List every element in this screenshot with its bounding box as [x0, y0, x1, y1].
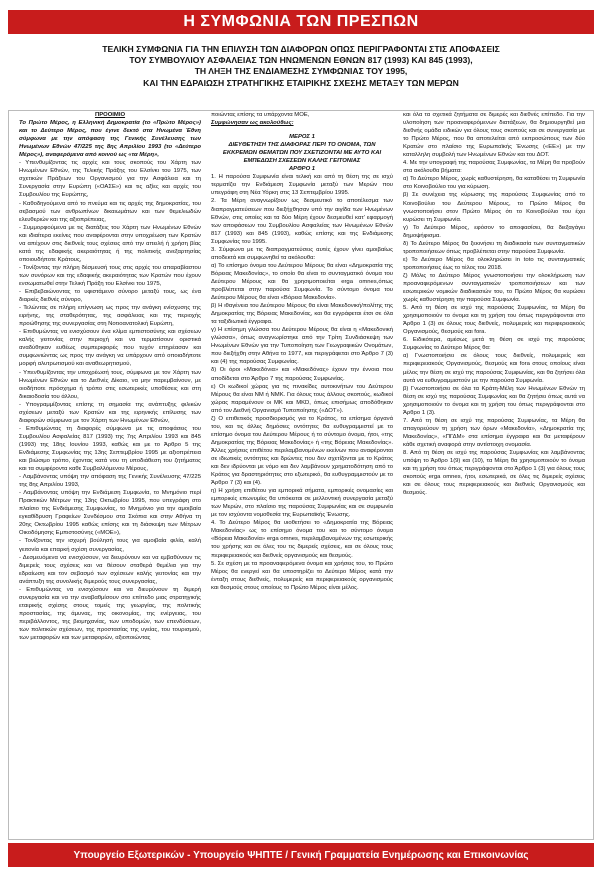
section-heading: ΠΡΟΟΙΜΙΟ: [94, 112, 126, 118]
paragraph: - Τονίζοντας την ισχυρή βούλησή τους για αμοιβαία φιλία, καλή γειτονία και επαρκή σχέση συνεργασίας,: [19, 538, 201, 553]
paragraph: - Τονίζοντας την πλήρη δέσμευσή τους στις αρχές του απαραβίαστου των συνόρων και της εδαφικής ακεραιότητας των Κρατών που έχουν ενσωματωθεί στην Τελική Πράξη του Ελσίνκι του 1975,: [19, 264, 201, 287]
paragraph: δ) Οι όροι «Μακεδόνια» και «Μακεδόνας» έχουν την έννοια που αποδίδεται στο Άρθρο 7 της παρούσας Συμφωνίας.: [211, 367, 393, 382]
paragraph: ζ) Μόλις το Δεύτερο Μέρος γνωστοποιήσει την ολοκλήρωση των προαναφερόμενων συνταγματικών τροποποιήσεων και των εσωτερικών νομικών διαδικασιών του, το Πρώτο Μέρος θα κυρώσει χωρίς καθυστέρηση την παρούσα Συμφωνία.: [403, 272, 585, 304]
title-banner: [8, 10, 594, 34]
paragraph: α) Το Δεύτερο Μέρος, χωρίς καθυστέρηση, θα καταθέσει τη Συμφωνία στο Κοινοβούλιο του για κύρωση.: [403, 176, 585, 191]
paragraph: - Δεσμευόμενα να ενισχύσουν, να διευρύνουν και να εμβαθύνουν τις διμερείς τους σχέσεις και να θέσουν σταθερά θεμέλια για την εδραίωση και τον σεβασμό των σχέσεων καλής γειτονίας και την ανάπτυξη της συνολικής διμερούς τους συνεργασίας,: [19, 554, 201, 585]
agreement-heading: [14, 44, 588, 89]
paragraph: 5. Από τη θέση σε ισχύ της παρούσας Συμφωνίας, τα Μέρη θα χρησιμοποιούν το όνομα και τη χρήση του όπως περιγράφονται στο Άρθρο 1 (3) σε όλους τους διεθνείς, πολυμερείς και περιφερειακούς Οργανισμούς, θεσμούς και fora.: [403, 305, 585, 336]
paragraph: ποιώντας επίσης τα υπάρχοντα ΜΟΕ,: [211, 112, 310, 118]
paragraph: 3. Σύμφωνα με τις διαπραγματεύσεις αυτές έχουν γίνει αμοιβαίως αποδεκτά και συμφωνηθεί τα ακόλουθα:: [211, 246, 393, 261]
part-subheading: ΔΙΕΥΘΕΤΗΣΗ ΤΗΣ ΔΙΑΦΟΡΑΣ ΠΕΡΙ ΤΟ ΟΝΟΜΑ, ΤΩΝ ΕΚΚΡΕΜΩΝ ΘΕΜΑΤΩΝ ΠΟΥ ΣΧΕΤΙΖΟΝΤΑΙ ΜΕ ΑΥΤΟ ΚΑΙ ΕΜΠΕΔΩΣΗ ΣΧΕΣΕΩΝ ΚΑΛΗΣ ΓΕΙΤΟΝΙΑΣ: [222, 142, 382, 165]
paragraph: - Επιβεβαιώνοντας το υφιστάμενο σύνορο μεταξύ τους, ως ένα διαρκές διεθνές σύνορο,: [19, 289, 201, 304]
paragraph: α) Γνωστοποιήσει σε όλους τους διεθνείς, πολυμερείς και περιφερειακούς Οργανισμούς, θεσμούς και fora στους οποίους είναι μέλος την θέση σε ισχύ της παρούσας Συμφωνίας, και θα ζητήσει όλα αυτά να ευθυγραμμιστούν με την παρούσα Συμφωνία.: [403, 353, 585, 384]
paragraph: 1. Η παρούσα Συμφωνία είναι τελική και από τη θέση της σε ισχύ τερματίζει την Ενδιάμεση Συμφωνία μεταξύ των Μερών που υπεγράφη στη Νέα Υόρκη στις 13 Σεπτεμβρίου 1995.: [211, 174, 393, 197]
text-column-1: [19, 111, 201, 839]
text-frame: [8, 110, 594, 840]
paragraph: - Επιθυμώντας να ενισχύσουν και να διευρύνουν τη διμερή συνεργασία και να την αναβαθμίσουν στο επίπεδο μιας στρατηγικής εταιρικής σχέσης στους τομείς της γεωργίας, της πολιτικής προστασίας, της άμυνας, της οικονομίας, της ενέργειας, του περιβάλλοντος, της βιομηχανίας, των υποδομών, των επενδύσεων, των πολιτικών σχέσεων, της προστασίας της υγείας, του τουρισμού, των μεταφορών και των μεταφορών, αξιοποιώντας: [19, 586, 201, 642]
paragraph: - Καθοδηγούμενα από το πνεύμα και τις αρχές της δημοκρατίας, του σεβασμού των ανθρωπίνων δικαιωμάτων και των θεμελιωδών ελευθεριών και της αξιοπρέπειας,: [19, 200, 201, 223]
paragraph: 5. Σε σχέση με τα προαναφερόμενα όνομα και χρήσεις του, το Πρώτο Μέρος θα ενεργεί και θα υποστηρίζει το Δεύτερο Μέρος κατά την ένταξη στους διεθνείς, πολυμερείς και περιφερειακούς οργανισμούς και θεσμούς στους οποίους το Πρώτο Μέρος είναι μέλος.: [211, 560, 393, 591]
paragraph: 4. Με την υπογραφή της παρούσας Συμφωνίας, τα Μέρη θα προβούν στα ακόλουθα βήματα:: [403, 160, 585, 175]
paragraph: β) Η ιθαγένεια του Δεύτερου Μέρους θα είναι Μακεδονική/πολίτης της Δημοκρατίας της Βόρειας Μακεδονίας, και θα εγγράφεται έτσι σε όλα τα ταξιδιωτικά έγγραφα.: [211, 303, 393, 326]
paragraph: β) Σε συνέχεια της κύρωσης της παρούσας Συμφωνίας από το Κοινοβούλιο του Δεύτερου Μέρους, το Πρώτο Μέρος θα γνωστοποιήσει στον Πρώτο Μέρος ότι το Κοινοβούλιο του έχει κυρώσει τη Συμφωνία.: [403, 192, 585, 223]
paragraph: η) Η χρήση επιθέτου για εμπορικά σήματα, εμπορικές ονομασίες και εμπορικές επωνυμίες θα υπόκειται σε μελλοντική συνεργασία μεταξύ των Μερών, στο πλαίσιο της παρούσας Συμφωνίας και σε συμφωνία με τον ισχύοντα νομοθεσία της Ευρωπαϊκής Ένωσης.: [211, 488, 393, 519]
paragraph: γ) Το Δεύτερο Μέρος, εφόσον το αποφασίσει, θα διεξαγάγει δημοψήφισμα.: [403, 224, 585, 239]
paragraph: Το Πρώτο Μέρος, η Ελληνική Δημοκρατία (το «Πρώτο Μέρος») και το Δεύτερο Μέρος, που έγινε δεκτό στα Ηνωμένα Έθνη σύμφωνα με την απόφαση της Γενικής Συνέλευσης των Ηνωμένων Εθνών 47/225 της 8ης Απριλίου 1993 (το «Δεύτερο Μέρος»), αναφερόμενα από κοινού ως «τα Μέρη»,: [19, 120, 201, 159]
paragraph: α) Το επίσημο όνομα του Δεύτερου Μέρους θα είναι «Δημοκρατία της Βόρειας Μακεδονίας», το οποίο θα είναι το συνταγματικό όνομα του Δεύτερου Μέρους και θα χρησιμοποιείται erga omnes,όπως προβλέπεται στην παρούσα Συμφωνία. Το σύντομο όνομα του Δεύτερου Μέρους θα είναι «Βόρεια Μακεδονία».: [211, 262, 393, 302]
paragraph: ζ) Ο επιθετικός προσδιορισμός για το Κράτος, τα επίσημα όργανά του, και τις άλλες δημόσιες οντότητες θα ευθυγραμμιστεί με το επίσημο όνομα του Δεύτερου Μέρους ή το σύντομο όνομα, ήτοι, «της Δημοκρατίας της Βόρειας Μακεδονίας» ή «της Βόρειας Μακεδονίας». Άλλες χρήσεις επιθέτου περιλαμβανομένων εκείνων που αναφέρονται σε ιδιωτικές οντότητες και δρώντες που δεν σχετίζονται με το Κράτος και δεν ιδρύονται με νόμο και δεν λαμβάνουν χρηματοδότηση από το Κράτος για δραστηριότητες στο εξωτερικό, θα ευθυγραμμιστούν με το Άρθρο 7 (3) και (4).: [211, 415, 393, 487]
paragraph: 6. Ειδικότερα, αμέσως μετά τη θέση σε ισχύ της παρούσας Συμφωνίας το Δεύτερο Μέρος θα:: [403, 337, 585, 352]
paragraph: - Υπογραμμίζοντας επίσης τη σημασία της ανάπτυξης φιλικών σχέσεων μεταξύ των Κρατών και της ειρηνικής επίλυσης των διαφορών σύμφωνα με τον Χάρτη των Ηνωμένων Εθνών,: [19, 401, 201, 424]
text-column-3: [403, 111, 585, 839]
paragraph: - Τελώντας σε πλήρη επίγνωση ως προς την ανάγκη ενίσχυσης της ειρήνης, της σταθερότητας, της ασφάλειας και της περιοχής προώθησης της συνεργασίας στη Νοτιοανατολική Ευρώπη,: [19, 305, 201, 328]
paragraph: ε) Το Δεύτερο Μέρος θα ολοκληρώσει in toto τις συνταγματικές τροποποιήσεις έως το τέλος του 2018.: [403, 256, 585, 271]
paragraph: δ) Το Δεύτερο Μέρος θα ξεκινήσει τη διαδικασία των συνταγματικών τροποποιήσεων όπως προβλέπεται στην παρούσα Συμφωνία.: [403, 240, 585, 255]
paragraph: και όλα τα σχετικά ζητήματα σε διμερές και διεθνές επίπεδο. Για την υλοποίηση των προαναφερόμενων διατάξεων, θα δημιουργηθεί μια διεθνής ομάδα ειδικών για όλους τους σκοπούς και σε συνεργασία με το Πρώτο Μέρος, που θα αποτελείται από εκπροσώπους των δύο Κρατών στο πλαίσιο της Ευρωπαϊκής Ένωσης («ΕΕ») με την καταλληλη συμβολή των Ηνωμένων Εθνών και του ΔΟΤ.: [403, 112, 585, 159]
footer-text: Υπουργείο Εξωτερικών - Υπουργείο ΨΗΠΤΕ / Γενική Γραμματεία Ενημέρωσης και Επικοινωνίας: [73, 849, 529, 861]
text-column-2: [211, 111, 393, 839]
paragraph: - Λαμβάνοντας υπόψη την Ενδιάμεση Συμφωνία, το Μνημόνιο περί Πρακτικών Μέτρων της 13ης Οκτωβρίου 1995, που υπεγράφη στο πλαίσιο της Ενδιάμεσης Συμφωνίας, το Μνημόνιο για την αμοιβαία εγκαθίδρυση Γραφείων Συνδέσμου στα Σκόπια και στην Αθήνα τη 20ης Οκτωβρίου 1995 καθώς επίσης και τη διάσκεψη των Μέτρων Οικοδόμησης Εμπιστοσύνης («ΜΟΕ»),: [19, 490, 201, 537]
paragraph: - Επιθυμώντας να ενισχύσουν ένα κλίμα εμπιστοσύνης και σχέσεων καλής γειτονίας στην περιοχή και να τερματίσουν οριστικά αναδύθηκαν ευθέως συμπεριφορές που τυχόν επηρέασαν και συμφωνιώντας ως προς την ανάγκη να υπάρχουν από οποιαδήποτε μορφή αλυτρωτισμού και αναθεωρητισμού,: [19, 329, 201, 368]
paragraph: - Συμμορφούμενα με τις διατάξεις του Χάρτη των Ηνωμένων Εθνών και ιδιαίτερα εκείνες που αναφέρονται στην υποχρέωση των Κρατών να απέχουν στις διεθνείς τους σχέσεις από την απειλή ή χρήση βίας κατά της εδαφικής ακεραιότητας ή της πολιτικής ανεξαρτησίας οποιουδήποτε Κράτους,: [19, 224, 201, 263]
paragraph: ε) Οι κωδικοί χώρας για τις πινακίδες αυτοκινήτων του Δεύτερου Μέρους θα είναι NM ή NMK. Για όλους τους άλλους σκοπούς, κωδικοί χώρας παραμένουν οι MK και MKD, όπως επισήμως αποδόθηκαν από τον Διεθνή Οργανισμό Τυποποίησης («ΔΟΤ»).: [211, 383, 393, 414]
part-heading: ΜΕΡΟΣ 1: [289, 134, 315, 141]
paragraph: β) Γνωστοποιήσει σε όλα τα Κράτη-Μέλη των Ηνωμένων Εθνών τη θέση σε ισχύ της παρούσας Συμφωνίας και θα ζητήσει όπως αυτά να χρησιμοποιούν το όνομα και τη χρήση του όπως περιγράφονται στο Άρθρο 1 (3).: [403, 385, 585, 416]
paragraph: 2. Τα Μέρη αναγνωρίζουν ως δεσμευτικό το αποτέλεσμα των διαπραγματεύσεων που διεξήχθησαν υπό την αιγίδα των Ηνωμένων Εθνών, στις οποίες και τα δύο Μέρη έχουν δεσμευθεί κατ’ εφαρμογή των αποφάσεων του Συμβουλίου Ασφαλείας των Ηνωμένων Εθνών 817 (1993) και 845 (1993), καθώς επίσης και της Ενδιάμεσης Συμφωνίας του 1995.: [211, 198, 393, 245]
heading-line: ΤΟΥ ΣΥΜΒΟΥΛΙΟΥ ΑΣΦΑΛΕΙΑΣ ΤΩΝ ΗΝΩΜΕΝΩΝ ΕΘΝΩΝ 817 (1993) ΚΑΙ 845 (1993),: [129, 55, 473, 66]
article-heading: ΑΡΘΡΟ 1: [288, 166, 316, 173]
paragraph: 4. Το Δεύτερο Μέρος θα υιοθετήσει το «Δημοκρατία της Βόρειας Μακεδονίας» ως το επίσημο όνομα του και το σύντομο όνομα «Βόρεια Μακεδονία» erga omnes, περιλαμβανομένων της εσωτερικής του χρήσης και σε όλες του τις διμερείς σχέσεις, και σε όλους τους περιφερειακούς και διεθνείς οργανισμούς και θεσμούς.: [211, 520, 393, 559]
paragraph: - Υπενθυμίζοντας την υποχρέωσή τους, σύμφωνα με τον Χάρτη των Ηνωμένων Εθνών και το Διεθνές Δίκαιο, να μην παρεμβαίνουν, με οιοδήποτε πρόσχημα ή τρόπο στις εσωτερικές υποθέσεις και στη δικαιοδοσία του άλλου,: [19, 369, 201, 400]
footer-banner: [8, 843, 594, 867]
paragraph: - Επιθυμώντας τη διαφορές σύμφωνα με τις αποφάσεις του Συμβουλίου Ασφαλείας 817 (1993) της 7ης Απριλίου 1993 και 845 (1993) της 18ης Ιουνίου 1993, καθώς και με το Άρθρο 5 της Ενδιάμεσης Συμφωνίας της 13ης Σεπτεμβρίου 1995 με αξιοπρέπεια και βιώσιμο τρόπο, έχοντας κατά νου τη υποδιάθεση του ζητήματος και τα συμφέροντα καθε Συμβαλλόμενου Μέρους,: [19, 425, 201, 473]
paragraph: 8. Από τη θέση σε ισχύ της παρούσας Συμφωνίας και λαμβάνοντας υπόψη το Άρθρο 1(9) και (10), τα Μέρη θα χρησιμοποιούν το όνομα και τη χρήση του όπως περιγράφονται στο Άρθρο 1 (3) για όλους τους σκοπούς erga omnes, ήτοι, εσωτερικά, σε όλες τις διμερείς σχέσεις και σε όλους τους περιφερειακούς και διεθνείς Οργανισμούς και θεσμούς.: [403, 449, 585, 497]
heading-line: ΚΑΙ ΤΗΝ ΕΔΡΑΙΩΣΗ ΣΤΡΑΤΗΓΙΚΗΣ ΕΤΑΙΡΙΚΗΣ ΣΧΕΣΗΣ ΜΕΤΑΞΥ ΤΩΝ ΜΕΡΩΝ: [143, 77, 459, 88]
paragraph: γ) Η επίσημη γλώσσα του Δεύτερου Μέρους θα είναι η «Μακεδονική γλώσσα», όπως αναγνωρίστηκε από την Τρίτη Συνδιάσκεψη των Ηνωμένων Εθνών για την Τυποποίηση των Γεωγραφικών Ονομάτων, που διεξήχθη στην Αθήνα το 1977, και περιγράφεται στο Άρθρο 7 (3) και (4) της παρούσας Συμφωνίας.: [211, 327, 393, 366]
paragraph: - Υπενθυμίζοντας τις αρχές και τους σκοπούς του Χάρτη των Ηνωμένων Εθνών, της Τελικής Πράξης του Ελσίνκι του 1975, των σχετικών Πράξεων του Οργανισμού για την Ασφάλεια και τη Συνεργασία στην Ευρώπη («ΟΑΣΕ») και τις αξίες και αρχές του Συμβουλίου της Ευρώπης,: [19, 160, 201, 199]
heading-line: ΤΕΛΙΚΗ ΣΥΜΦΩΝΙΑ ΓΙΑ ΤΗΝ ΕΠΙΛΥΣΗ ΤΩΝ ΔΙΑΦΟΡΩΝ ΟΠΩΣ ΠΕΡΙΓΡΑΦΟΝΤΑΙ ΣΤΙΣ ΑΠΟΦΑΣΕΙΣ: [102, 44, 500, 54]
page-title: Η ΣΥΜΦΩΝΙΑ ΤΩΝ ΠΡΕΣΠΩΝ: [183, 13, 419, 30]
paragraph: - Λαμβάνοντας υπόψη την απόφαση της Γενικής Συνέλευσης 47/225 της 8ης Απριλίου 1993,: [19, 474, 201, 489]
paragraph: Συμφώνησαν ως ακολούθως:: [211, 120, 294, 127]
heading-line: ΤΗ ΛΗΞΗ ΤΗΣ ΕΝΔΙΑΜΕΣΗΣ ΣΥΜΦΩΝΙΑΣ ΤΟΥ 1995,: [194, 66, 408, 77]
paragraph: 7. Από τη θέση σε ισχύ της παρούσας Συμφωνίας, τα Μέρη θα απαγορεύουν τη χρήση των όρων «Μακεδονία», «Δημοκρατία της Μακεδονίας», «ΠΓΔΜ» στα επίσημα έγγραφα και θα μεταφέρουν κάθε σχετική αναφορά στην αντίστοιχη ονομασία.: [403, 417, 585, 448]
